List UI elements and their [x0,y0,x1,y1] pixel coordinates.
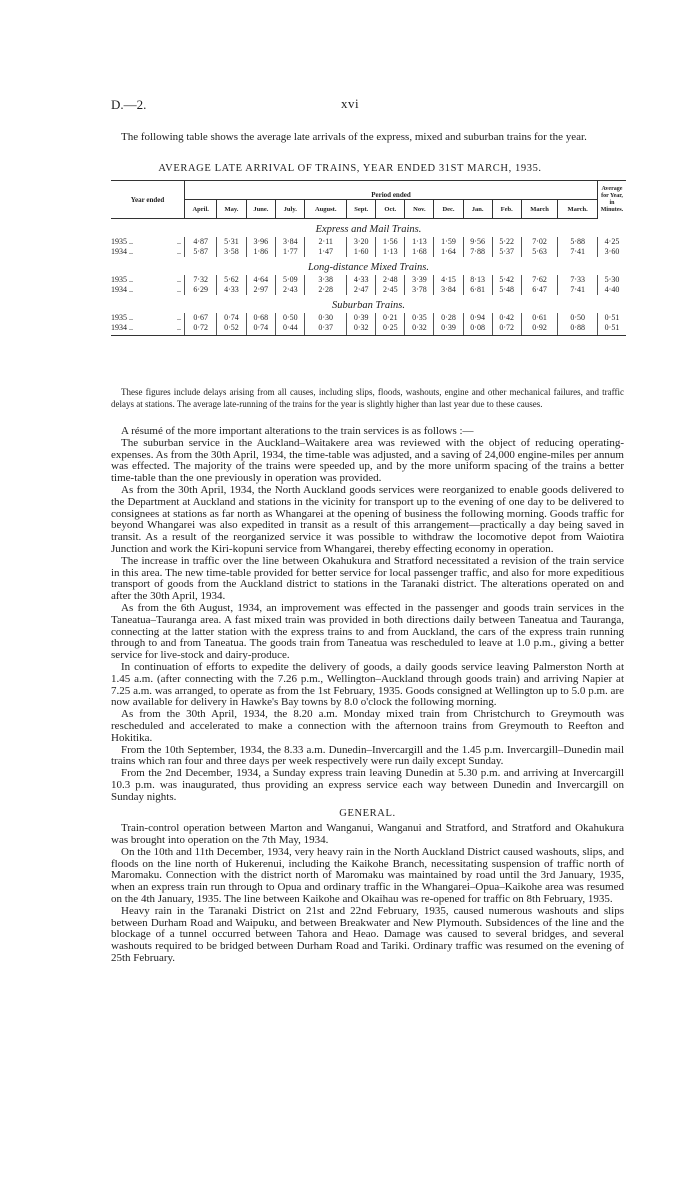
leader-dots: .. [167,323,185,336]
year-cell: 1935 .. [111,237,133,246]
value-cell: 1·68 [405,247,434,257]
value-cell: 2·43 [276,285,305,295]
general-heading: GENERAL. [339,807,396,819]
value-cell: 0·72 [185,323,217,336]
value-cell: 3·60 [598,247,627,257]
value-cell: 2·48 [376,275,405,285]
value-cell: 1·13 [405,237,434,247]
value-cell: 6·81 [463,285,492,295]
value-cell: 1·60 [347,247,376,257]
value-cell: 5·88 [558,237,598,247]
section-row [111,219,626,238]
value-cell: 0·28 [434,313,463,323]
value-cell: 7·88 [463,247,492,257]
paragraph: The suburban service in the Auckland–Waitakere area was reviewed with the object of reducing operating-expenses. As from the 30th April, 1934, the time-table was adjusted, and a saving of 24,000 engine-miles per annum was effected. The majority of the trains were speeded up, and by the more uniform spacing of the trains a better time-table than the one previously in operation was provided. [111,436,624,485]
month-header: April. [185,200,217,219]
value-cell: 4·33 [347,275,376,285]
paragraph: As from the 30th April, 1934, the North Auckland goods services were reorganized to enable goods delivered to the Department at Auckland and stations in the vicinity for transport up to the evening of one day to be delivered to consignees at stations as far north as Whangarei at the opening of business the following morning. Goods traffic for beyond Whangarei was also expedited in transit as a result of this arrangement—practically a day being saved in transit. As a result of the reorganized service it was possible to withdraw the locomotive depot from Waiotira Junction and work the Kiri-kopuni service from Whangarei, thereby effecting economy in operation. [111,483,624,555]
value-cell: 3·39 [405,275,434,285]
value-cell: 0·25 [376,323,405,336]
leader-dots: .. [177,237,181,246]
value-cell: 0·51 [598,323,627,336]
value-cell: 2·97 [246,285,276,295]
value-cell: 7·41 [558,285,598,295]
paragraph: A résumé of the more important alterations to the train services is as follows :— [121,425,474,437]
paragraph: From the 10th September, 1934, the 8.33 a.m. Dunedin–Invercargill and the 1.45 p.m. Invercargill–Dunedin mail trains which ran four and three days per week respectively were run daily except Sunday. [111,743,624,768]
year-cell: 1935 .. [111,313,133,322]
value-cell: 2·45 [376,285,405,295]
month-header: June. [246,200,276,219]
value-cell: 0·61 [521,313,558,323]
value-cell: 0·39 [347,313,376,323]
value-cell: 0·51 [598,313,627,323]
average-header: Average for Year, in Minutes. [598,181,627,219]
value-cell: 0·44 [276,323,305,336]
value-cell: 1·47 [305,247,347,257]
value-cell: 5·37 [492,247,521,257]
value-cell: 1·86 [246,247,276,257]
section-title: Long-distance Mixed Trains. [307,262,430,273]
paragraph: Heavy rain in the Taranaki District on 21st and 22nd February, 1935, caused numerous washouts and slips between Durham Road and Waipuku, and between Breakwater and New Plymouth. Subsidences of the line and the blockage of a tunnel occurred between Tahora and Heao. Damage was caused to several bridges, and several washouts required to be bridged between Durham Road and Tariki. Ordinary traffic was resumed on the evening of 25th February. [111,904,624,965]
value-cell: 1·64 [434,247,463,257]
paragraph: Train-control operation between Marton and Wanganui, Wanganui and Stratford, and Stratford and Okahukura was brought into operation on the 7th May, 1934. [111,822,624,847]
value-cell: 2·11 [305,237,347,247]
table-title: AVERAGE LATE ARRIVAL OF TRAINS, YEAR ENDED 31ST MARCH, 1935. [158,163,542,174]
value-cell: 0·39 [434,323,463,336]
value-cell: 6·29 [185,285,217,295]
body-text [111,426,624,965]
value-cell: 3·84 [434,285,463,295]
value-cell: 7·32 [185,275,217,285]
leader-dots: .. [177,247,181,256]
document-reference: D.—2. [111,97,147,112]
value-cell: 0·52 [217,323,246,336]
value-cell: 0·30 [305,313,347,323]
year-cell: 1935 .. [111,275,133,284]
value-cell: 0·67 [185,313,217,323]
value-cell: 0·42 [492,313,521,323]
value-cell: 5·63 [521,247,558,257]
value-cell: 1·59 [434,237,463,247]
value-cell: 0·50 [558,313,598,323]
table-row [111,275,626,285]
paragraph: In continuation of efforts to expedite the delivery of goods, a daily goods service leaving Palmerston North at 1.45 a.m. (after connecting with the 7.26 p.m., Wellington–Auckland through goods train) and arriving Napier at 7.25 a.m. was arranged, to operate as from the 1st February, 1935. Goods consigned at Wellington up to 5.0 p.m. are now available for delivery in Hawke's Bay towns by 8.0 o'clock the following morning. [111,660,624,709]
value-cell: 0·32 [405,323,434,336]
value-cell: 2·47 [347,285,376,295]
value-cell: 4·40 [598,285,627,295]
value-cell: 5·87 [185,247,217,257]
value-cell: 1·13 [376,247,405,257]
page-number: xvi [340,96,360,111]
value-cell: 8·13 [463,275,492,285]
value-cell: 4·33 [217,285,246,295]
section-title: Express and Mail Trains. [315,224,422,235]
paragraph: From the 2nd December, 1934, a Sunday express train leaving Dunedin at 5.30 p.m. and arriving at Invercargill 10.3 p.m. was inaugurated, thus providing an express service each way between Dunedin and Invercargill on Sunday nights. [111,767,624,803]
section-title: Suburban Trains. [332,300,405,311]
value-cell: 5·42 [492,275,521,285]
month-header: Oct. [376,200,405,219]
paragraph: On the 10th and 11th December, 1934, very heavy rain in the North Auckland District caused washouts, slips, and floods on the line north of Hukerenui, including the Kaikohe Branch, necessitating suspension of traffic north of Maromaku. Connection with the district north of Maromaku was maintained by road until the 3rd January, 1935, when an express train run through to Opua and ordinary traffic in the Whangarei–Opua–Kaikohe area was resumed on the 4th January, 1935. The line between Kaikohe and Okaihau was re-opened for traffic on 8th February, 1935. [111,845,624,906]
paragraph: As from the 30th April, 1934, the 8.20 a.m. Monday mixed train from Christchurch to Greymouth was rescheduled and accelerated to make a connection with the afternoon trains from Greymouth to Reefton and Hokitika. [111,708,624,744]
paragraph: As from the 6th August, 1934, an improvement was effected in the passenger and goods train services in the Taneatua–Tauranga area. A fast mixed train was provided in both directions daily between Taneatua and Tauranga, connecting at the latter station with the express trains to and from Auckland, the cars of the express train running through to and from Taneatua. The goods train from Taneatua was rescheduled to leave at 1.0 p.m., giving a better service for live-stock and dairy-produce. [111,601,624,662]
year-cell: 1934 .. [111,323,167,336]
value-cell: 0·50 [276,313,305,323]
value-cell: 3·96 [246,237,276,247]
value-cell: 4·25 [598,237,627,247]
section-row [111,295,626,313]
value-cell: 0·35 [405,313,434,323]
value-cell: 0·72 [492,323,521,336]
table-row [111,323,626,336]
month-header: Sept. [347,200,376,219]
late-arrivals-table [111,180,626,336]
table-row [111,247,626,257]
leader-dots: .. [177,285,181,294]
value-cell: 0·74 [246,323,276,336]
month-header: March. [558,200,598,219]
month-header: Nov. [405,200,434,219]
year-cell: 1934 .. [111,247,133,256]
value-cell: 4·87 [185,237,217,247]
month-header: Dec. [434,200,463,219]
value-cell: 0·21 [376,313,405,323]
month-header: Jan. [463,200,492,219]
month-header: May. [217,200,246,219]
month-header: August. [305,200,347,219]
value-cell: 7·62 [521,275,558,285]
value-cell: 3·20 [347,237,376,247]
value-cell: 0·92 [521,323,558,336]
year-ended-header: Year ended [111,181,185,219]
value-cell: 3·58 [217,247,246,257]
table-row [111,285,626,295]
value-cell: 6·47 [521,285,558,295]
value-cell: 5·30 [598,275,627,285]
section-row [111,257,626,275]
value-cell: 2·28 [305,285,347,295]
value-cell: 3·38 [305,275,347,285]
value-cell: 0·88 [558,323,598,336]
paragraph: The increase in traffic over the line between Okahukura and Stratford necessitated a revision of the train service in this area. The new time-table provided for better service for local passenger traffic, and also for more expeditious transport of goods from the Auckland district to stations in the Taranaki district. The alterations operated on and after the 30th April, 1934. [111,554,624,603]
leader-dots: .. [177,313,181,322]
value-cell: 3·78 [405,285,434,295]
month-header: Feb. [492,200,521,219]
value-cell: 0·37 [305,323,347,336]
value-cell: 0·94 [463,313,492,323]
value-cell: 7·33 [558,275,598,285]
value-cell: 0·08 [463,323,492,336]
year-cell: 1934 .. [111,285,133,294]
value-cell: 0·68 [246,313,276,323]
value-cell: 5·22 [492,237,521,247]
value-cell: 0·32 [347,323,376,336]
value-cell: 7·41 [558,247,598,257]
month-header: March [521,200,558,219]
value-cell: 1·56 [376,237,405,247]
value-cell: 5·62 [217,275,246,285]
table-row [111,237,626,247]
period-ended-header: Period ended [185,181,598,200]
value-cell: 3·84 [276,237,305,247]
month-header: July. [276,200,305,219]
table-footnote: These figures include delays arising from all causes, including slips, floods, washouts, engine and other mechanical failures, and traffic delays at stations. The average late-running of the trains for the year is slightly higher than last year due to these causes. [111,387,624,409]
value-cell: 4·64 [246,275,276,285]
table-row [111,313,626,323]
value-cell: 4·15 [434,275,463,285]
value-cell: 1·77 [276,247,305,257]
value-cell: 0·74 [217,313,246,323]
value-cell: 7·02 [521,237,558,247]
intro-text: The following table shows the average late arrivals of the express, mixed and suburban trains for the year. [121,131,587,143]
value-cell: 9·56 [463,237,492,247]
value-cell: 5·09 [276,275,305,285]
value-cell: 5·48 [492,285,521,295]
leader-dots: .. [177,275,181,284]
value-cell: 5·31 [217,237,246,247]
